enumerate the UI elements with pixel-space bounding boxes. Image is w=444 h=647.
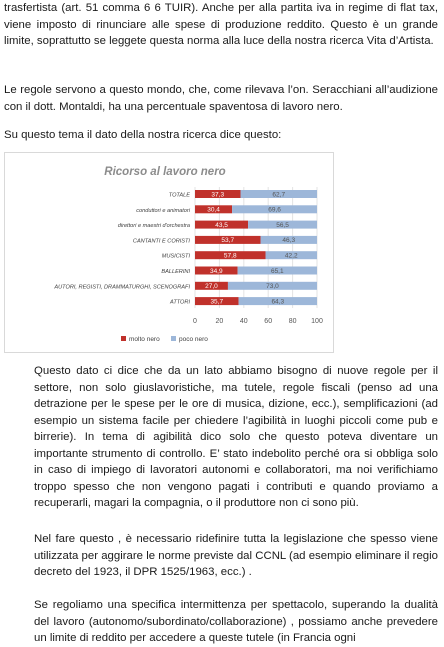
category-label: AUTORI, REGISTI, DRAMMATURGHI, SCENOGRAFI	[54, 284, 190, 291]
data-label: 42,2	[284, 252, 298, 260]
chart-title: Ricorso al lavoro nero	[104, 166, 226, 178]
data-label: 73,0	[266, 283, 279, 291]
chart-lavoro-nero	[4, 152, 334, 353]
category-label: conduttori e animatori	[136, 207, 190, 214]
data-label: 30,4	[207, 206, 220, 214]
data-label: 69,6	[268, 206, 281, 214]
category-label: MUSICISTI	[161, 253, 190, 260]
paragraph-research: Su questo tema il dato della nostra ricerca dice questo:	[4, 129, 282, 141]
x-tick-label: 20	[215, 318, 224, 325]
data-label: 43,5	[215, 221, 228, 229]
data-label: 53,7	[221, 237, 235, 245]
x-tick-label: 40	[239, 318, 248, 325]
category-label: direttori e maestri d'orchestra	[117, 223, 190, 230]
x-tick-label: 80	[288, 318, 297, 325]
legend-label: molto nero	[129, 336, 160, 343]
category-label: CANTANTI E CORISTI	[132, 238, 190, 245]
data-label: 34,9	[209, 267, 223, 275]
legend-swatch	[121, 336, 126, 341]
data-label: 65,1	[270, 267, 284, 275]
data-label: 27,0	[205, 283, 218, 291]
category-label: ATTORI	[170, 299, 190, 306]
legend-label: poco nero	[179, 336, 208, 343]
category-label: TOTALE	[168, 192, 190, 199]
data-label: 37,3	[211, 191, 225, 199]
data-label: 57,8	[223, 252, 237, 260]
legend-swatch	[171, 336, 176, 341]
paragraph-intermittency: Se regoliamo una specifica intermittenza per spettacolo, superando la dualità del lavoro (autonomo/subordinato/collaborazione) , possiamo anche prevedere un limite di reddito per accedere a queste tutele (in Francia ogni	[34, 599, 438, 644]
paragraph-intro: trasfertista (art. 51 comma 6 6 TUIR). Anche per alla partita iva in regime di flat tax, viene imposto di rinunciare alle spese di produzione reddito. Questo è un grande limite, soprattutto se leggete questa norma alla luce della nostra ricerca Vita d’Artista.	[4, 2, 438, 47]
category-label: BALLERINI	[161, 269, 190, 275]
paragraph-rules: Le regole servono a questo mondo, che, come rilevava l’on. Seracchiani all’audizione con il dott. Montaldi, ha una percentuale spaventosa di lavoro nero.	[4, 84, 438, 113]
data-label: 35,7	[210, 298, 224, 306]
data-label: 62,7	[272, 191, 286, 199]
paragraph-analysis: Questo dato ci dice che da un lato abbiamo bisogno di nuove regole per il settore, non solo giuslavoristiche, ma tutele, regole fiscali (penso ad una detrazione per le spese per le ore di musica, dizione, ecc.), semplificazioni (ad esempio un sistema facile per chiedere l’agibilità in luoghi piccoli come pub e birrerie). In tema di agibilità dico solo che questo poteva diventare un importante strumento di controllo. E’ stato indebolito perché ora si obbliga solo in caso di impiego di lavoratori autonomi e collaboratori, ma noi verifichiamo troppo spesso che non vengono pagati i contributi e quando proviamo a recuperarli, magari la compagnia, o il produttore non ci sono più.	[34, 365, 438, 509]
chart-svg	[5, 153, 333, 352]
data-label: 46,3	[282, 237, 296, 245]
x-tick-label: 100	[311, 318, 323, 325]
paragraph-legislation: Nel fare questo , è necessario ridefinire tutta la legislazione che spesso viene utilizzata per aggirare le norme previste dal CCNL (ad esempio eliminare il regio decreto del 1923, il DPR 1525/1963, ecc.) .	[34, 533, 438, 578]
data-label: 56,5	[276, 221, 289, 229]
data-label: 64,3	[271, 298, 285, 306]
x-tick-label: 60	[264, 318, 273, 325]
x-tick-label: 0	[193, 318, 197, 325]
